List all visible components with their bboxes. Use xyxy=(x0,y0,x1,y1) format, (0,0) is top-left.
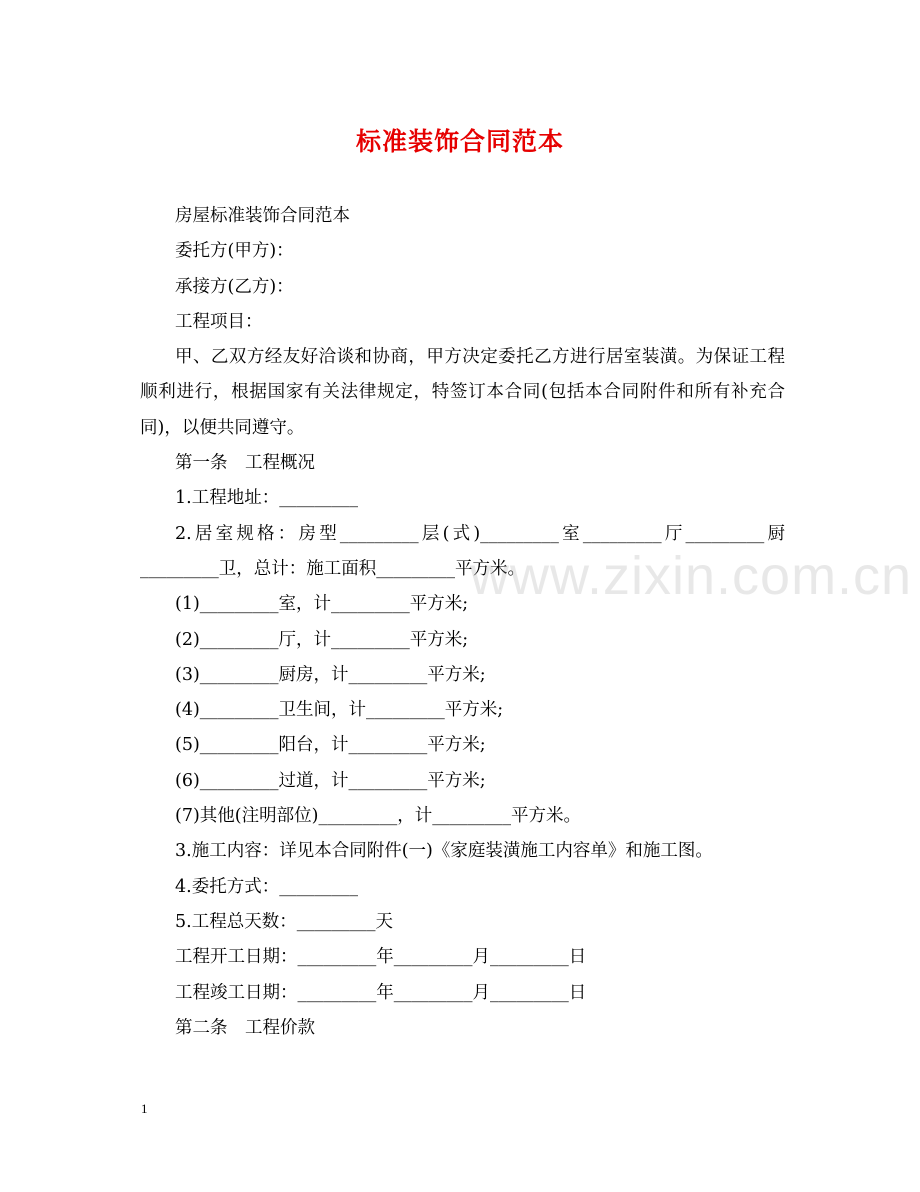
paragraph: (7)其他(注明部位)_________，计_________平方米。 xyxy=(175,806,581,827)
page-number: 1 xyxy=(141,1101,148,1116)
paragraph: (1)_________室，计_________平方米; xyxy=(175,594,469,615)
paragraph: 工程项目： xyxy=(175,311,263,332)
paragraph: (3)_________厨房，计_________平方米; xyxy=(175,664,486,685)
paragraph: 4.委托方式：_________ xyxy=(175,876,358,897)
watermark: www.zixin.com.cn xyxy=(470,546,913,606)
document-body xyxy=(140,199,785,1046)
paragraph: 1.工程地址：_________ xyxy=(175,488,358,509)
paragraph: 第二条 工程价款 xyxy=(175,1017,315,1038)
paragraph: (4)_________卫生间，计_________平方米; xyxy=(175,700,504,721)
paragraph: 2.居室规格：房型_________层(式)_________室_________厅_________厨_________卫，总计：施工面积_________平方米。 xyxy=(140,523,785,579)
paragraph: 工程开工日期：_________年_________月_________日 xyxy=(175,947,587,968)
paragraph: 甲、乙双方经友好洽谈和协商，甲方决定委托乙方进行居室装潢。为保证工程顺利进行，根据国家有关法律规定，特签订本合同(包括本合同附件和所有补充合同)，以便共同遵守。 xyxy=(140,347,785,438)
paragraph: 5.工程总天数：_________天 xyxy=(175,911,393,932)
paragraph: 承接方(乙方)： xyxy=(175,276,294,297)
paragraph: 第一条 工程概况 xyxy=(175,453,315,474)
paragraph: (2)_________厅，计_________平方米; xyxy=(175,629,469,650)
paragraph: (5)_________阳台，计_________平方米; xyxy=(175,735,486,756)
paragraph: 3.施工内容：详见本合同附件(一)《家庭装潢施工内容单》和施工图。 xyxy=(175,841,713,862)
paragraph: 委托方(甲方)： xyxy=(175,241,294,262)
paragraph: 房屋标准装饰合同范本 xyxy=(175,206,350,226)
document-title: 标准装饰合同范本 xyxy=(355,127,564,156)
paragraph: (6)_________过道，计_________平方米; xyxy=(175,770,486,791)
paragraph: 工程竣工日期：_________年_________月_________日 xyxy=(175,982,587,1003)
